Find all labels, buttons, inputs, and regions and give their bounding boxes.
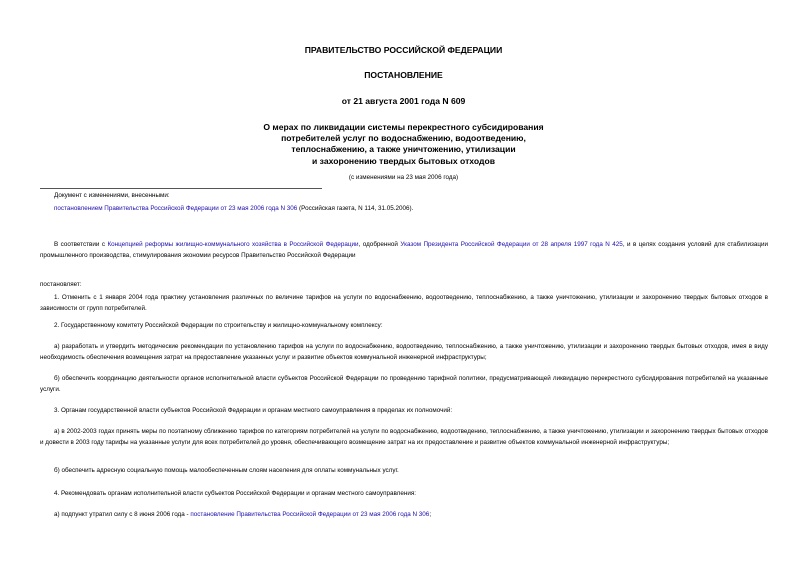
item-2: 2. Государственному комитету Российской Федерации по строительству и жилищно-коммунальному комплексу: bbox=[54, 322, 383, 329]
preamble-text: , одобренной bbox=[358, 241, 401, 248]
presidential-decree-link[interactable]: Указом Президента Российской Федерации от 28 апреля 1997 года N 425 bbox=[400, 241, 623, 248]
resolves-text: постановляет: bbox=[40, 281, 82, 288]
preamble-text: , и в целях создания условий для стабилизации промышленного производства, стимулирования экономии ресурсов Правительство Российской Федерации bbox=[40, 241, 769, 259]
preamble-paragraph bbox=[40, 240, 768, 261]
item-3: 3. Органам государственной власти субъектов Российской Федерации и органам местного самоуправления в пределах их полномочий: bbox=[54, 407, 453, 414]
amending-decree-link[interactable]: постановлением Правительства Российской Федерации от 23 мая 2006 года N 306 bbox=[54, 204, 298, 212]
amendment-note: (с изменениями на 23 мая 2006 года) bbox=[348, 174, 459, 181]
changes-intro: Документ с изменениями, внесенными: bbox=[54, 192, 170, 199]
title-line: теплоснабжению, а также уничтожению, утилизации bbox=[291, 144, 516, 155]
item-2a: а) разработать и утвердить методические рекомендации по установлению тарифов на услуги по водоснабжению, водоотведению, теплоснабжению, а также уничтожению, утилизации и захоронению твердых бытовых отходов, имея в виду необходимость обеспечения возмещения затрат на предоставление указанных услуг и развитие объектов коммунальной инженерной инфраструктуры; bbox=[40, 343, 768, 361]
title-line: О мерах по ликвидации системы перекрестного субсидирования bbox=[263, 122, 544, 132]
item-4a bbox=[40, 510, 768, 521]
changes-line bbox=[54, 205, 754, 214]
changes-block bbox=[54, 192, 754, 213]
document-title bbox=[150, 122, 657, 167]
changes-source: (Российская газета, N 114, 31.05.2006). bbox=[297, 204, 414, 212]
concept-reform-link[interactable]: Концепцией реформы жилищно-коммунального хозяйства в Российской Федерации bbox=[107, 241, 359, 248]
title-line: потребителей услуг по водоснабжению, водоотведению, bbox=[281, 133, 526, 144]
divider bbox=[40, 188, 322, 189]
item-4a-text: а) подпункт утратил силу с 8 июня 2006 года - bbox=[54, 511, 191, 518]
repeal-decree-link[interactable]: постановление Правительства Российской Федерации от 23 мая 2006 года N 306 bbox=[190, 511, 430, 518]
document-date-number: от 21 августа 2001 года N 609 bbox=[341, 96, 466, 106]
item-1: 1. Отменить с 1 января 2004 года практику установления различных по величине тарифов на услуги по водоснабжению, водоотведению, теплоснабжению, а также уничтожению, утилизации и захоронению твердых бытовых отходов в зависимости от групп потребителей. bbox=[40, 294, 768, 312]
preamble-text: В соответствии с bbox=[54, 241, 108, 248]
title-line: и захоронению твердых бытовых отходов bbox=[312, 155, 495, 166]
government-heading: ПРАВИТЕЛЬСТВО РОССИЙСКОЙ ФЕДЕРАЦИИ bbox=[304, 45, 503, 55]
item-3a: а) в 2002-2003 годах принять меры по поэтапному сближению тарифов по категориям потребителей на услуги по водоснабжению, водоотведению, теплоснабжению, а также уничтожению, утилизации и захоронению твердых бытовых отходов и довести в 2003 году тарифы на указанные услуги для всех потребителей до уровня, обеспечивающего возмещение затрат на их предоставление и развитие объектов коммунальной инженерной инфраструктуры; bbox=[40, 428, 768, 446]
item-3b: б) обеспечить адресную социальную помощь малообеспеченным слоям населения для оплаты коммунальных услуг. bbox=[54, 467, 399, 474]
document-type: ПОСТАНОВЛЕНИЕ bbox=[364, 70, 443, 80]
item-4a-end: ; bbox=[429, 511, 432, 518]
item-4: 4. Рекомендовать органам исполнительной власти субъектов Российской Федерации и органам местного самоуправления: bbox=[54, 490, 417, 497]
item-2b: б) обеспечить координацию деятельности органов исполнительной власти субъектов Российской Федерации по проведению тарифной политики, предусматривающей ликвидацию перекрестного субсидирования потребителей на указанные услуги. bbox=[40, 375, 768, 393]
